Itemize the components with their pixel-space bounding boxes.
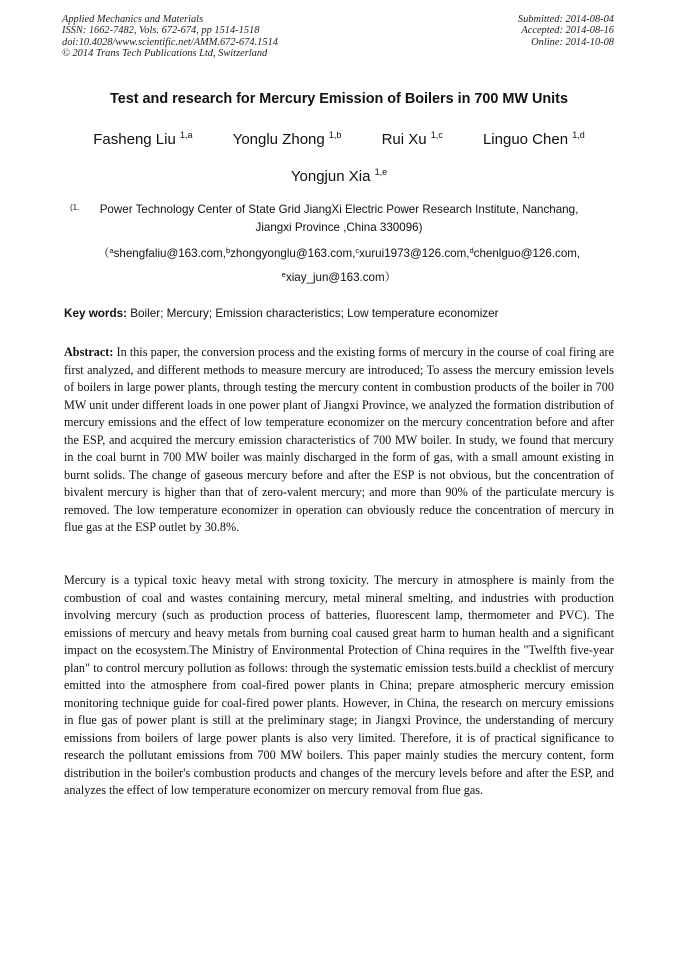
introduction-paragraph: Mercury is a typical toxic heavy metal with strong toxicity. The mercury in atmosphere is mainly from the combustion of coal and wastes containing mercury, metal mineral smelting, and industries with production involving mercury (such as production process of batteries, fluorescent lamp, thermometer and PVC). The emissions of mercury and heavy metals from burning coal caused great harm to human health and a significant impact on the ecosystem.The Ministry of Environmental Protection of China requires in the "Twelfth five-year plan" to control mercury pollution as follows: through the systematic emission tests.build a checklist of mercury emitted into the atmosphere from coal-fired power plants in China; prepare atmospheric mercury emission monitoring technique guide for coal-fired power plants. However, in China, the research on mercury emissions in flue gas of power plant is still at the preliminary stage; in Jiangxi Province, the understanding of mercury emissions from boilers of large power plants is also very limited. Therefore, it is of practical significance to research the pollutant emissions from 700 MW boilers. This paper mainly studies the mercury content, form distribution in the boiler's combustion products and changes of the mercury levels before and after the ESP, and analyzes the effect of low temperature economizer on mercury removal from flue gas. — [64, 573, 614, 797]
abstract-label: Abstract: — [64, 345, 114, 359]
author-affiliation-mark: 1,a — [180, 130, 193, 140]
abstract-text: In this paper, the conversion process and the existing forms of mercury in the course of coal firing are first analyzed, and different methods to measure mercury are introduced; To assess the mercury emission levels of boilers in large power plants, through testing the mercury content in combustion products of the boiler in 700 MW unit under different loads in one power plant of Jiangxi Province, we analyzed the formation distribution of mercury emissions and the effect of low temperature economizer on the mercury concentration before and after the ESP, and acquired the mercury emission characteristics of 700 MW boiler. In study, we found that mercury in the coal burnt in 700 MW boiler was mainly discharged in the form of gas, with a small amount existing in burnt solids. The change of gaseous mercury before and after the ESP is not obvious, but the concentration of bivalent mercury is higher than that of zero-valent mercury; and more than 90% of the particulate mercury is removed. The low temperature economizer in operation can obviously reduce the concentration of mercury in flue gas at the ESP outlet by 30.8%. — [64, 345, 614, 534]
author-emails — [0, 245, 678, 261]
submission-dates — [518, 14, 614, 48]
paper-title: Test and research for Mercury Emission of Boilers in 700 MW Units — [110, 91, 568, 107]
author-name: Fasheng Liu — [93, 131, 176, 148]
emails-close-paren: ） — [384, 271, 397, 284]
journal-name: Applied Mechanics and Materials — [62, 14, 204, 25]
abstract — [64, 344, 614, 537]
email-address: xurui1973@126.com, — [359, 247, 470, 260]
author-affiliation-mark: 1,b — [328, 130, 342, 140]
email-mark: a — [109, 246, 114, 255]
author — [382, 131, 443, 148]
email-address: zhongyonglu@163.com, — [230, 247, 356, 260]
email-mark: b — [225, 246, 231, 255]
author-list — [0, 131, 678, 148]
email-mark: c — [355, 246, 360, 255]
author-emails-continued — [0, 269, 678, 285]
author — [483, 131, 585, 148]
author-list-continued — [0, 168, 678, 185]
email-address: chenlguo@126.com, — [473, 247, 581, 260]
email-mark: e — [281, 270, 286, 279]
author — [233, 131, 342, 148]
online-date: Online: 2014-10-08 — [531, 36, 614, 48]
affiliation-line-2: Jiangxi Province ,China 330096) — [255, 221, 423, 234]
author — [291, 168, 387, 185]
author-name: Rui Xu — [381, 131, 427, 148]
keywords-label: Key words: — [64, 307, 127, 320]
author-name: Yonglu Zhong — [232, 131, 325, 148]
author-affiliation-mark: 1,c — [430, 130, 443, 140]
email-address: shengfaliu@163.com, — [113, 247, 226, 260]
email-mark: d — [469, 246, 474, 255]
submitted-date: Submitted: 2014-08-04 — [517, 14, 614, 25]
author-name: Linguo Chen — [482, 131, 569, 148]
email-address: xiay_jun@163.com — [285, 271, 385, 284]
emails-open-paren: （ — [97, 247, 110, 260]
author-affiliation-mark: 1,e — [374, 167, 388, 177]
affiliation-line-1: Power Technology Center of State Grid JiangXi Electric Power Research Institute, Nanchang, — [99, 203, 579, 216]
keywords — [64, 307, 499, 320]
author-name: Yongjun Xia — [290, 168, 371, 185]
journal-copyright: © 2014 Trans Tech Publications Ltd, Switzerland — [62, 48, 268, 60]
journal-doi: doi:10.4028/www.scientific.net/AMM.672-674.1514 — [62, 36, 278, 48]
affiliation-marker: (1. — [70, 203, 80, 212]
keywords-text: Boiler; Mercury; Emission characteristics; Low temperature economizer — [127, 307, 499, 320]
author — [93, 131, 192, 148]
journal-issn: ISSN: 1662-7482, Vols. 672-674, pp 1514-1518 — [62, 25, 260, 37]
accepted-date: Accepted: 2014-08-16 — [521, 25, 614, 37]
journal-header — [62, 14, 278, 60]
author-affiliation-mark: 1,d — [572, 130, 585, 140]
